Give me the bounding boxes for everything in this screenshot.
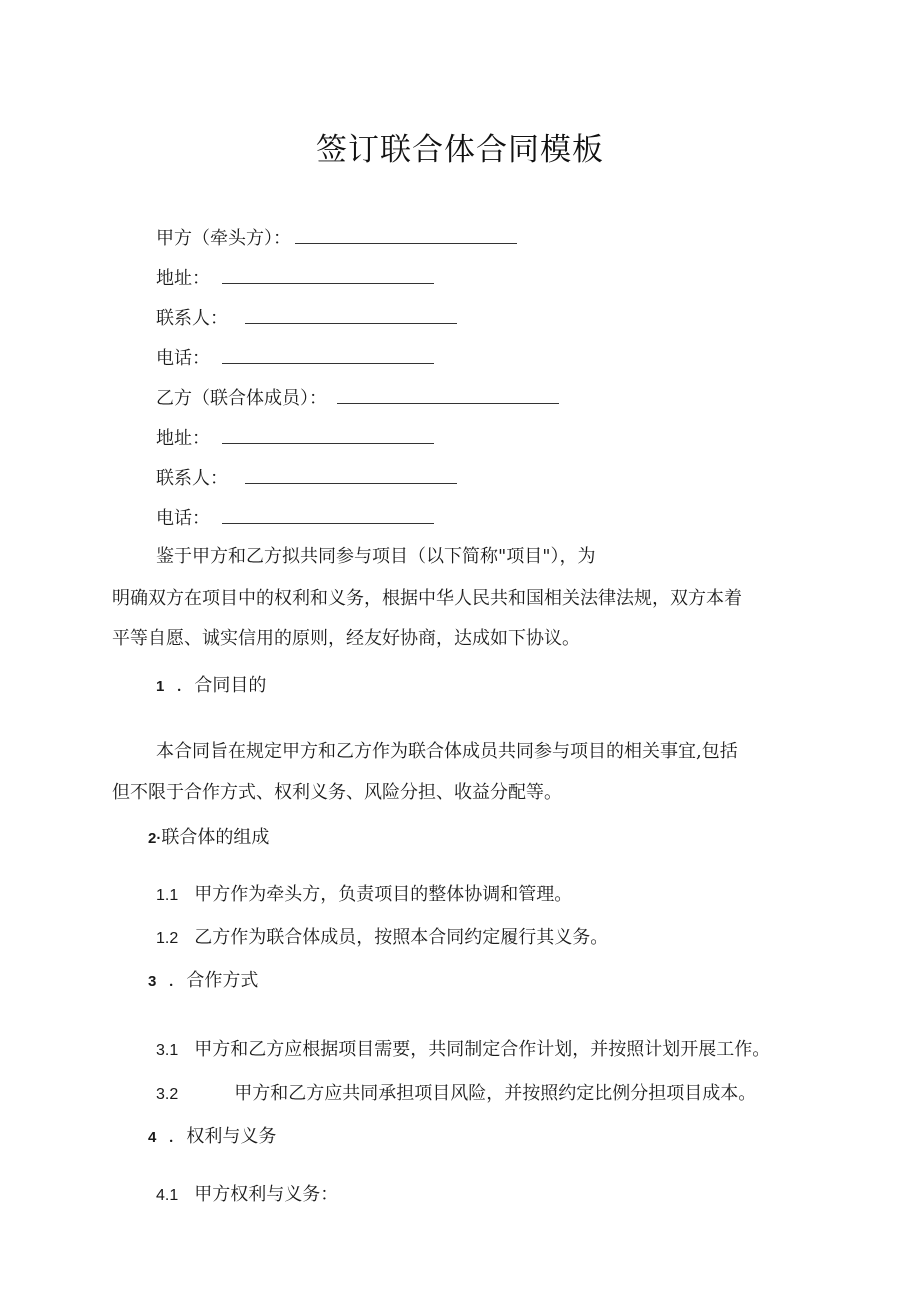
item-text: 甲方作为牵头方，负责项目的整体协调和管理。	[194, 884, 573, 905]
party-a-field	[156, 227, 517, 251]
section-2-item-1	[156, 883, 572, 908]
party-b-address-label: 地址：	[156, 428, 210, 449]
party-a-address-label: 地址：	[156, 268, 210, 289]
party-a-phone-field	[156, 347, 434, 371]
party-b-phone-label: 电话：	[156, 508, 210, 529]
section-3-item-1	[156, 1038, 770, 1063]
item-number: 3.1	[156, 1042, 179, 1059]
item-text: 甲方和乙方应根据项目需要，共同制定合作计划，并按照计划开展工作。	[194, 1039, 771, 1060]
item-text: 甲方和乙方应共同承担项目风险，并按照约定比例分担项目成本。	[234, 1083, 757, 1104]
party-a-contact-field	[156, 307, 457, 331]
party-a-phone-blank	[222, 347, 434, 364]
item-number: 1.1	[156, 887, 179, 904]
document-title: 签订联合体合同模板	[316, 132, 604, 168]
preamble-line-1: 鉴于甲方和乙方拟共同参与项目（以下简称"项目"），为	[156, 546, 596, 567]
party-b-address-blank	[222, 427, 434, 444]
item-number: 1.2	[156, 930, 179, 947]
section-1-number: 1	[156, 678, 165, 695]
item-text: 乙方作为联合体成员，按照本合同约定履行其义务。	[194, 927, 609, 948]
section-2-number: 2·	[148, 830, 162, 847]
party-a-label: 甲方（牵头方）：	[156, 228, 291, 249]
section-1-body-line-2: 但不限于合作方式、权利义务、风险分担、收益分配等。	[112, 782, 562, 803]
section-3-title: ．合作方式	[168, 970, 259, 991]
party-b-contact-blank	[245, 467, 457, 484]
party-b-field	[156, 387, 559, 411]
preamble-line-3: 平等自愿、诚实信用的原则，经友好协商，达成如下协议。	[112, 628, 580, 649]
party-b-contact-label: 联系人：	[156, 468, 228, 489]
preamble-line-2: 明确双方在项目中的权利和义务，根据中华人民共和国相关法律法规，双方本着	[112, 588, 742, 609]
party-b-blank	[337, 387, 559, 404]
party-b-phone-blank	[222, 507, 434, 524]
section-2-title: 联合体的组成	[161, 827, 270, 848]
party-a-address-blank	[222, 267, 434, 284]
section-2-heading	[148, 826, 269, 851]
party-b-phone-field	[156, 507, 434, 531]
party-b-address-field	[156, 427, 434, 451]
section-3-item-2	[156, 1082, 756, 1107]
section-1-title: ．合同目的	[176, 675, 267, 696]
section-4-item-1	[156, 1183, 338, 1208]
section-3-number: 3	[148, 973, 157, 990]
party-a-address-field	[156, 267, 434, 291]
section-3-heading	[148, 969, 258, 994]
section-4-number: 4	[148, 1129, 157, 1146]
party-a-contact-blank	[245, 307, 457, 324]
party-b-label: 乙方（联合体成员）：	[156, 388, 327, 409]
party-a-phone-label: 电话：	[156, 348, 210, 369]
section-4-heading	[148, 1125, 276, 1150]
party-a-blank	[295, 227, 517, 244]
item-number: 3.2	[156, 1086, 179, 1103]
party-b-contact-field	[156, 467, 457, 491]
section-1-body-line-1: 本合同旨在规定甲方和乙方作为联合体成员共同参与项目的相关事宜,包括	[156, 741, 738, 762]
party-a-contact-label: 联系人：	[156, 308, 228, 329]
item-text: 甲方权利与义务：	[194, 1184, 339, 1205]
section-1-heading	[156, 674, 266, 699]
section-4-title: ．权利与义务	[168, 1126, 277, 1147]
section-2-item-2	[156, 926, 608, 951]
item-number: 4.1	[156, 1187, 179, 1204]
